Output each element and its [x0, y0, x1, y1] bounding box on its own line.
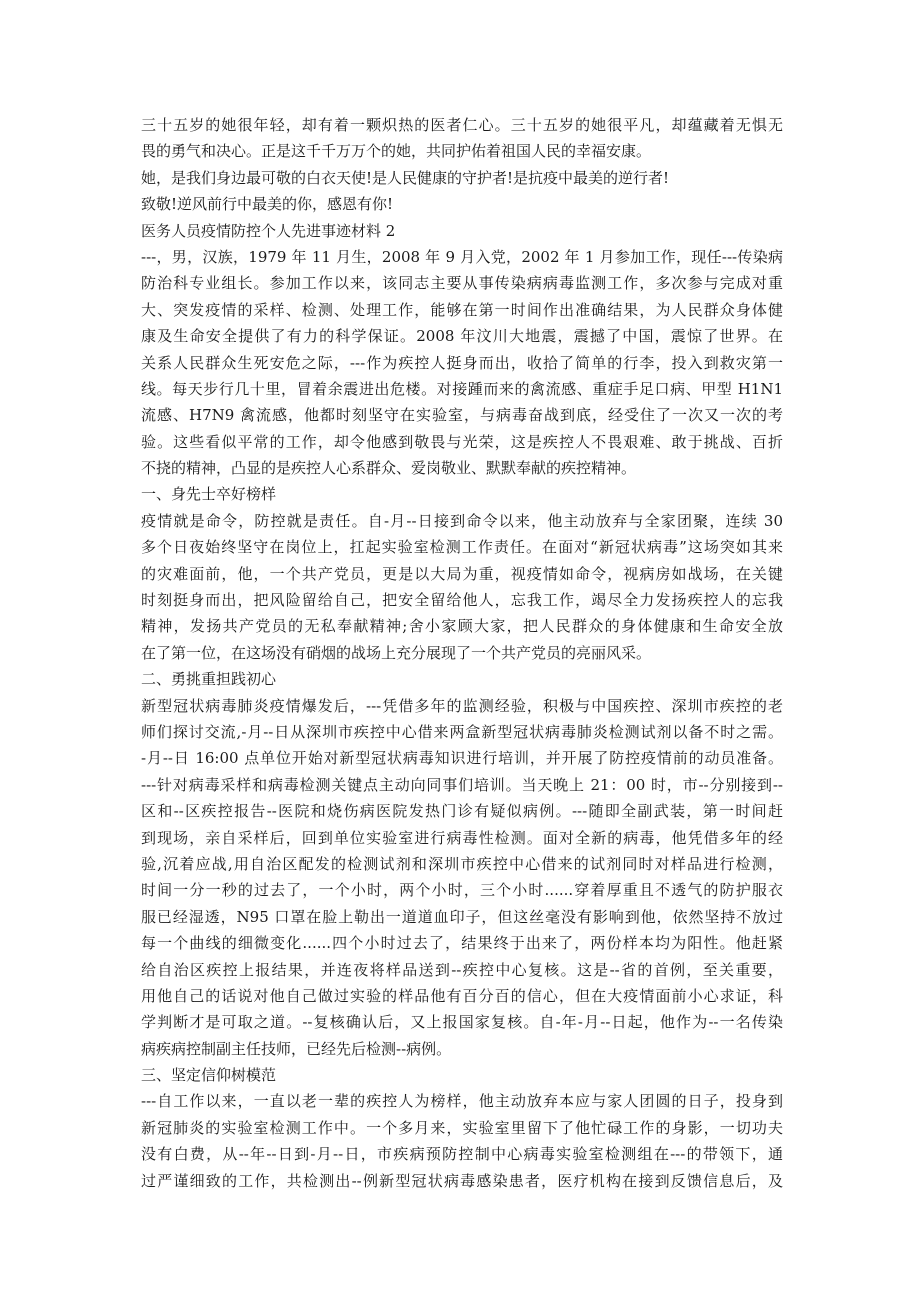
text-line: 流感、H7N9 禽流感，他都时刻坚守在实验室，与病毒奋战到底，经受住了一次又一次的考: [141, 406, 783, 425]
text-line: 她，是我们身边最可敬的白衣天使!是人民健康的守护者!是抗疫中最美的逆行者!: [141, 168, 670, 187]
text-line: 新冠肺炎的实验室检测工作中。一个多月来，实验室里留下了他忙碌工作的身影，一切功夫: [141, 1118, 783, 1137]
text-line: 精神，发扬共产党员的无私奉献精神;舍小家顾大家，把人民群众的身体健康和生命安全放: [141, 617, 783, 636]
text-line: ---自工作以来，一直以老一辈的疾控人为榜样，他主动放弃本应与家人团圆的日子，投身到: [141, 1092, 783, 1111]
text-line: 三、坚定信仰树模范: [141, 1066, 277, 1085]
text-line: 的灾难面前，他，一个共产党员，更是以大局为重，视疫情如命令，视病房如战场，在关键: [141, 564, 783, 583]
text-line: 三十五岁的她很年轻，却有着一颗炽热的医者仁心。三十五岁的她很平凡，却蕴藏着无惧无: [141, 116, 783, 134]
text-line: 医务人员疫情防控个人先进事迹材料 2: [141, 221, 396, 240]
text-line: 师们探讨交流,-月--日从深圳市疾控中心借来两盒新型冠状病毒肺炎检测试剂以备不时之需。: [141, 722, 783, 741]
text-line: 没有白费，从--年--日到-月--日，市疾病预防控制中心病毒实验室检测组在---的带领下，通: [141, 1145, 783, 1164]
text-line: 时间一分一秒的过去了，一个小时，两个小时，三个小时......穿着厚重且不透气的防护服衣: [141, 881, 783, 900]
text-line: 一、身先士卒好榜样: [141, 485, 277, 504]
text-line: 每一个曲线的细微变化......四个小时过去了，结果终于出来了，两份样本均为阳性。他赶紧: [141, 934, 783, 953]
text-line: ---，男，汉族，1979 年 11 月生，2008 年 9 月入党，2002 年 1 月参加工作，现任---传染病: [141, 247, 783, 266]
text-line: 多个日夜始终坚守在岗位上，扛起实验室检测工作责任。在面对“新冠状病毒”这场突如其来: [141, 538, 783, 557]
text-line: 致敬!逆风前行中最美的你，感恩有你!: [141, 195, 394, 214]
text-line: 时刻挺身而出，把风险留给自己，把安全留给他人，忘我工作，竭尽全力发扬疾控人的忘我: [141, 591, 783, 610]
document-body: [141, 112, 783, 1194]
text-line: 新型冠状病毒肺炎疫情爆发后，---凭借多年的监测经验，积极与中国疾控、深圳市疾控的老: [141, 696, 783, 715]
text-line: 疫情就是命令，防控就是责任。自-月--日接到命令以来，他主动放弃与全家团聚，连续 30: [141, 511, 783, 530]
text-line: 用他自己的话说对他自己做过实验的样品他有百分百的信心，但在大疫情面前小心求证，科: [141, 986, 783, 1005]
text-line: 大、突发疫情的采样、检测、处理工作，能够在第一时间作出准确结果，为人民群众身体健: [141, 300, 783, 319]
text-line: 学判断才是可取之道。--复核确认后，又上报国家复核。自-年-月--日起，他作为--一名传染: [141, 1013, 783, 1032]
text-line: -月--日 16:00 点单位开始对新型冠状病毒知识进行培训，并开展了防控疫情前的动员准备。: [141, 749, 783, 768]
text-line: 防治科专业组长。参加工作以来，该同志主要从事传染病病毒监测工作，多次参与完成对重: [141, 274, 783, 293]
text-line: 不挠的精神，凸显的是疾控人心系群众、爱岗敬业、默默奉献的疾控精神。: [141, 459, 637, 478]
text-line: 到现场，亲自采样后，回到单位实验室进行病毒性检测。面对全新的病毒，他凭借多年的经: [141, 828, 783, 847]
text-line: 康及生命安全提供了有力的科学保证。2008 年汶川大地震，震撼了中国，震惊了世界。在: [141, 327, 783, 346]
text-line: 病疾病控制副主任技师，已经先后检测--病例。: [141, 1039, 452, 1058]
text-line: 过严谨细致的工作，共检测出--例新型冠状病毒感染患者，医疗机构在接到反馈信息后，及: [141, 1171, 783, 1190]
text-line: 在了第一位，在这场没有硝烟的战场上充分展现了一个共产党员的亮丽风采。: [141, 643, 652, 662]
text-line: 验,沉着应战,用自治区配发的检测试剂和深圳市疾控中心借来的试剂同时对样品进行检测，: [141, 854, 783, 873]
text-line: 验。这些看似平常的工作，却令他感到敬畏与光荣，这是疾控人不畏艰难、敢于挑战、百折: [141, 432, 783, 451]
text-line: 畏的勇气和决心。正是这千千万万个的她，共同护佑着祖国人民的幸福安康。: [141, 142, 652, 161]
text-line: 给自治区疾控上报结果，并连夜将样品送到--疾控中心复核。这是--省的首例，至关重要，: [141, 960, 783, 979]
text-line: 服已经湿透，N95 口罩在脸上勒出一道道血印子，但这丝毫没有影响到他，依然坚持不放过: [141, 907, 783, 926]
text-line: 关系人民群众生死安危之际，---作为疾控人挺身而出，收拾了简单的行李，投入到救灾第一: [141, 353, 783, 372]
text-line: 区和--区疾控报告--医院和烧伤病医院发热门诊有疑似病例。---随即全副武装，第一时间赶: [141, 802, 783, 821]
text-line: 线。每天步行几十里，冒着余震进出危楼。对接踵而来的禽流感、重症手足口病、甲型 H1N1: [141, 379, 783, 398]
text-line: ---针对病毒采样和病毒检测关键点主动向同事们培训。当天晚上 21：00 时，市--分别接到--: [141, 775, 783, 794]
text-line: 二、勇挑重担践初心: [141, 670, 277, 689]
